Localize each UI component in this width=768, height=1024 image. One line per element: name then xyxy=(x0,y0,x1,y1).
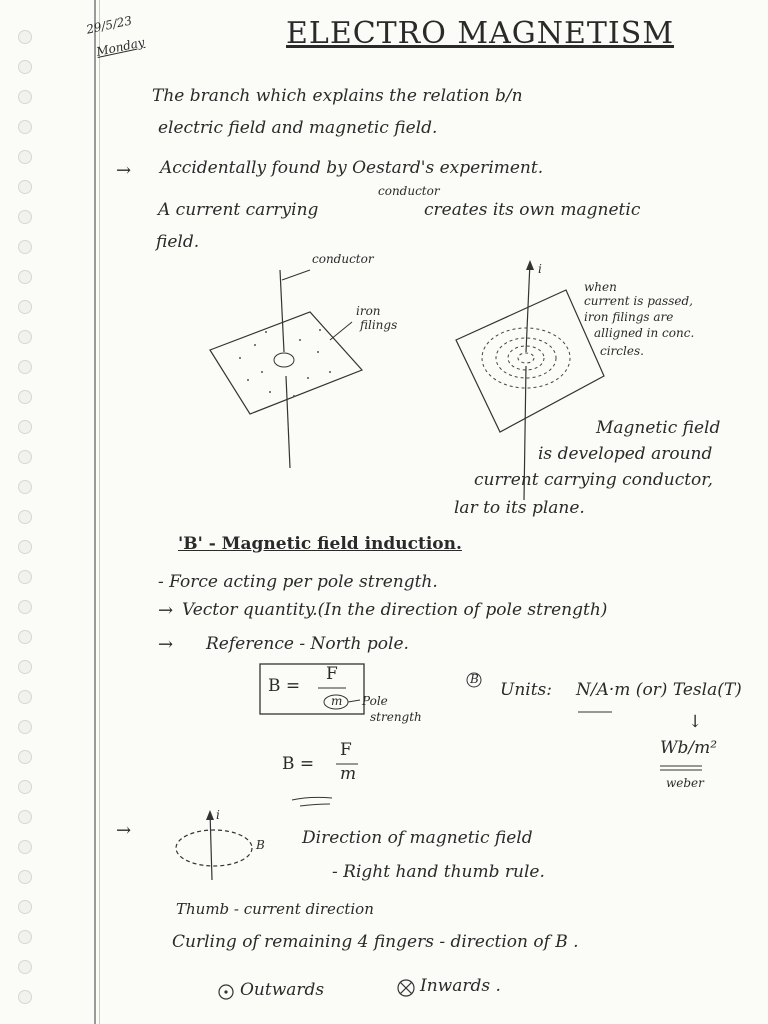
units-label: Units: xyxy=(500,680,552,700)
dir-line-1: Direction of magnetic field xyxy=(302,828,533,848)
text-line-5: field. xyxy=(156,232,200,252)
mf-line-4: lar to its plane. xyxy=(454,498,585,518)
note-line-5: circles. xyxy=(600,344,644,358)
fig2-b: B xyxy=(256,838,265,852)
fig2-i: i xyxy=(216,808,220,822)
note-line-2: current is passed, xyxy=(584,294,693,308)
b-line-2: Vector quantity.(In the direction of pole strength) xyxy=(182,600,608,620)
note-line-3: iron filings are xyxy=(584,310,674,324)
mf-line-2: is developed around xyxy=(538,444,713,464)
text-line-2: electric field and magnetic field. xyxy=(158,118,438,138)
day: Monday xyxy=(95,35,146,59)
thumb-line: Thumb - current direction xyxy=(176,900,374,918)
dir-line-2: - Right hand thumb rule. xyxy=(332,862,545,882)
eq1-num: F xyxy=(326,664,338,684)
page-title: ELECTRO MAGNETISM xyxy=(286,16,675,51)
units-marker: B xyxy=(470,672,479,686)
text-line-4b: creates its own magnetic xyxy=(424,200,641,220)
eq2-num: F xyxy=(340,740,352,760)
mf-line-3: current carrying conductor, xyxy=(474,470,713,490)
label-iron: iron xyxy=(356,304,381,318)
date: 29/5/23 xyxy=(85,13,134,37)
arrow-bullet-2: → xyxy=(158,600,174,621)
section-heading: 'B' - Magnetic field induction. xyxy=(178,534,462,554)
b-line-1: - Force acting per pole strength. xyxy=(158,572,438,592)
mf-line-1: Magnetic field xyxy=(596,418,721,438)
text-line-3: Accidentally found by Oestard's experiment. xyxy=(160,158,544,178)
arrow-bullet: → xyxy=(116,160,132,181)
label-conductor: conductor xyxy=(312,252,374,266)
b-line-3: Reference - North pole. xyxy=(206,634,409,654)
text-line-1: The branch which explains the relation b/n xyxy=(152,86,523,106)
arrow-bullet-3: → xyxy=(158,634,174,655)
outwards-label: Outwards xyxy=(240,980,325,1000)
arrow-bullet-4: → xyxy=(116,820,132,841)
eq1-lhs: B = xyxy=(268,676,301,696)
note-line-1: when xyxy=(584,280,617,294)
wb-unit: Wb/m² xyxy=(660,738,718,758)
pole-label: Pole xyxy=(362,694,388,708)
label-current-i: i xyxy=(538,262,542,276)
down-arrow: ↓ xyxy=(688,712,703,732)
inwards-label: Inwards . xyxy=(420,976,501,996)
curling-line: Curling of remaining 4 fingers - direction of B . xyxy=(172,932,579,952)
eq1-den: m xyxy=(331,694,343,708)
eq2-den: m xyxy=(340,764,357,784)
weber-label: weber xyxy=(666,776,704,790)
note-line-4: alligned in conc. xyxy=(594,326,695,340)
text-superscript: conductor xyxy=(378,184,440,198)
text-line-4a: A current carrying xyxy=(158,200,319,220)
units-value: N/A·m (or) Tesla(T) xyxy=(576,680,742,700)
eq2-lhs: B = xyxy=(282,754,315,774)
strength-label: strength xyxy=(370,710,422,724)
label-filings: filings xyxy=(360,318,398,332)
